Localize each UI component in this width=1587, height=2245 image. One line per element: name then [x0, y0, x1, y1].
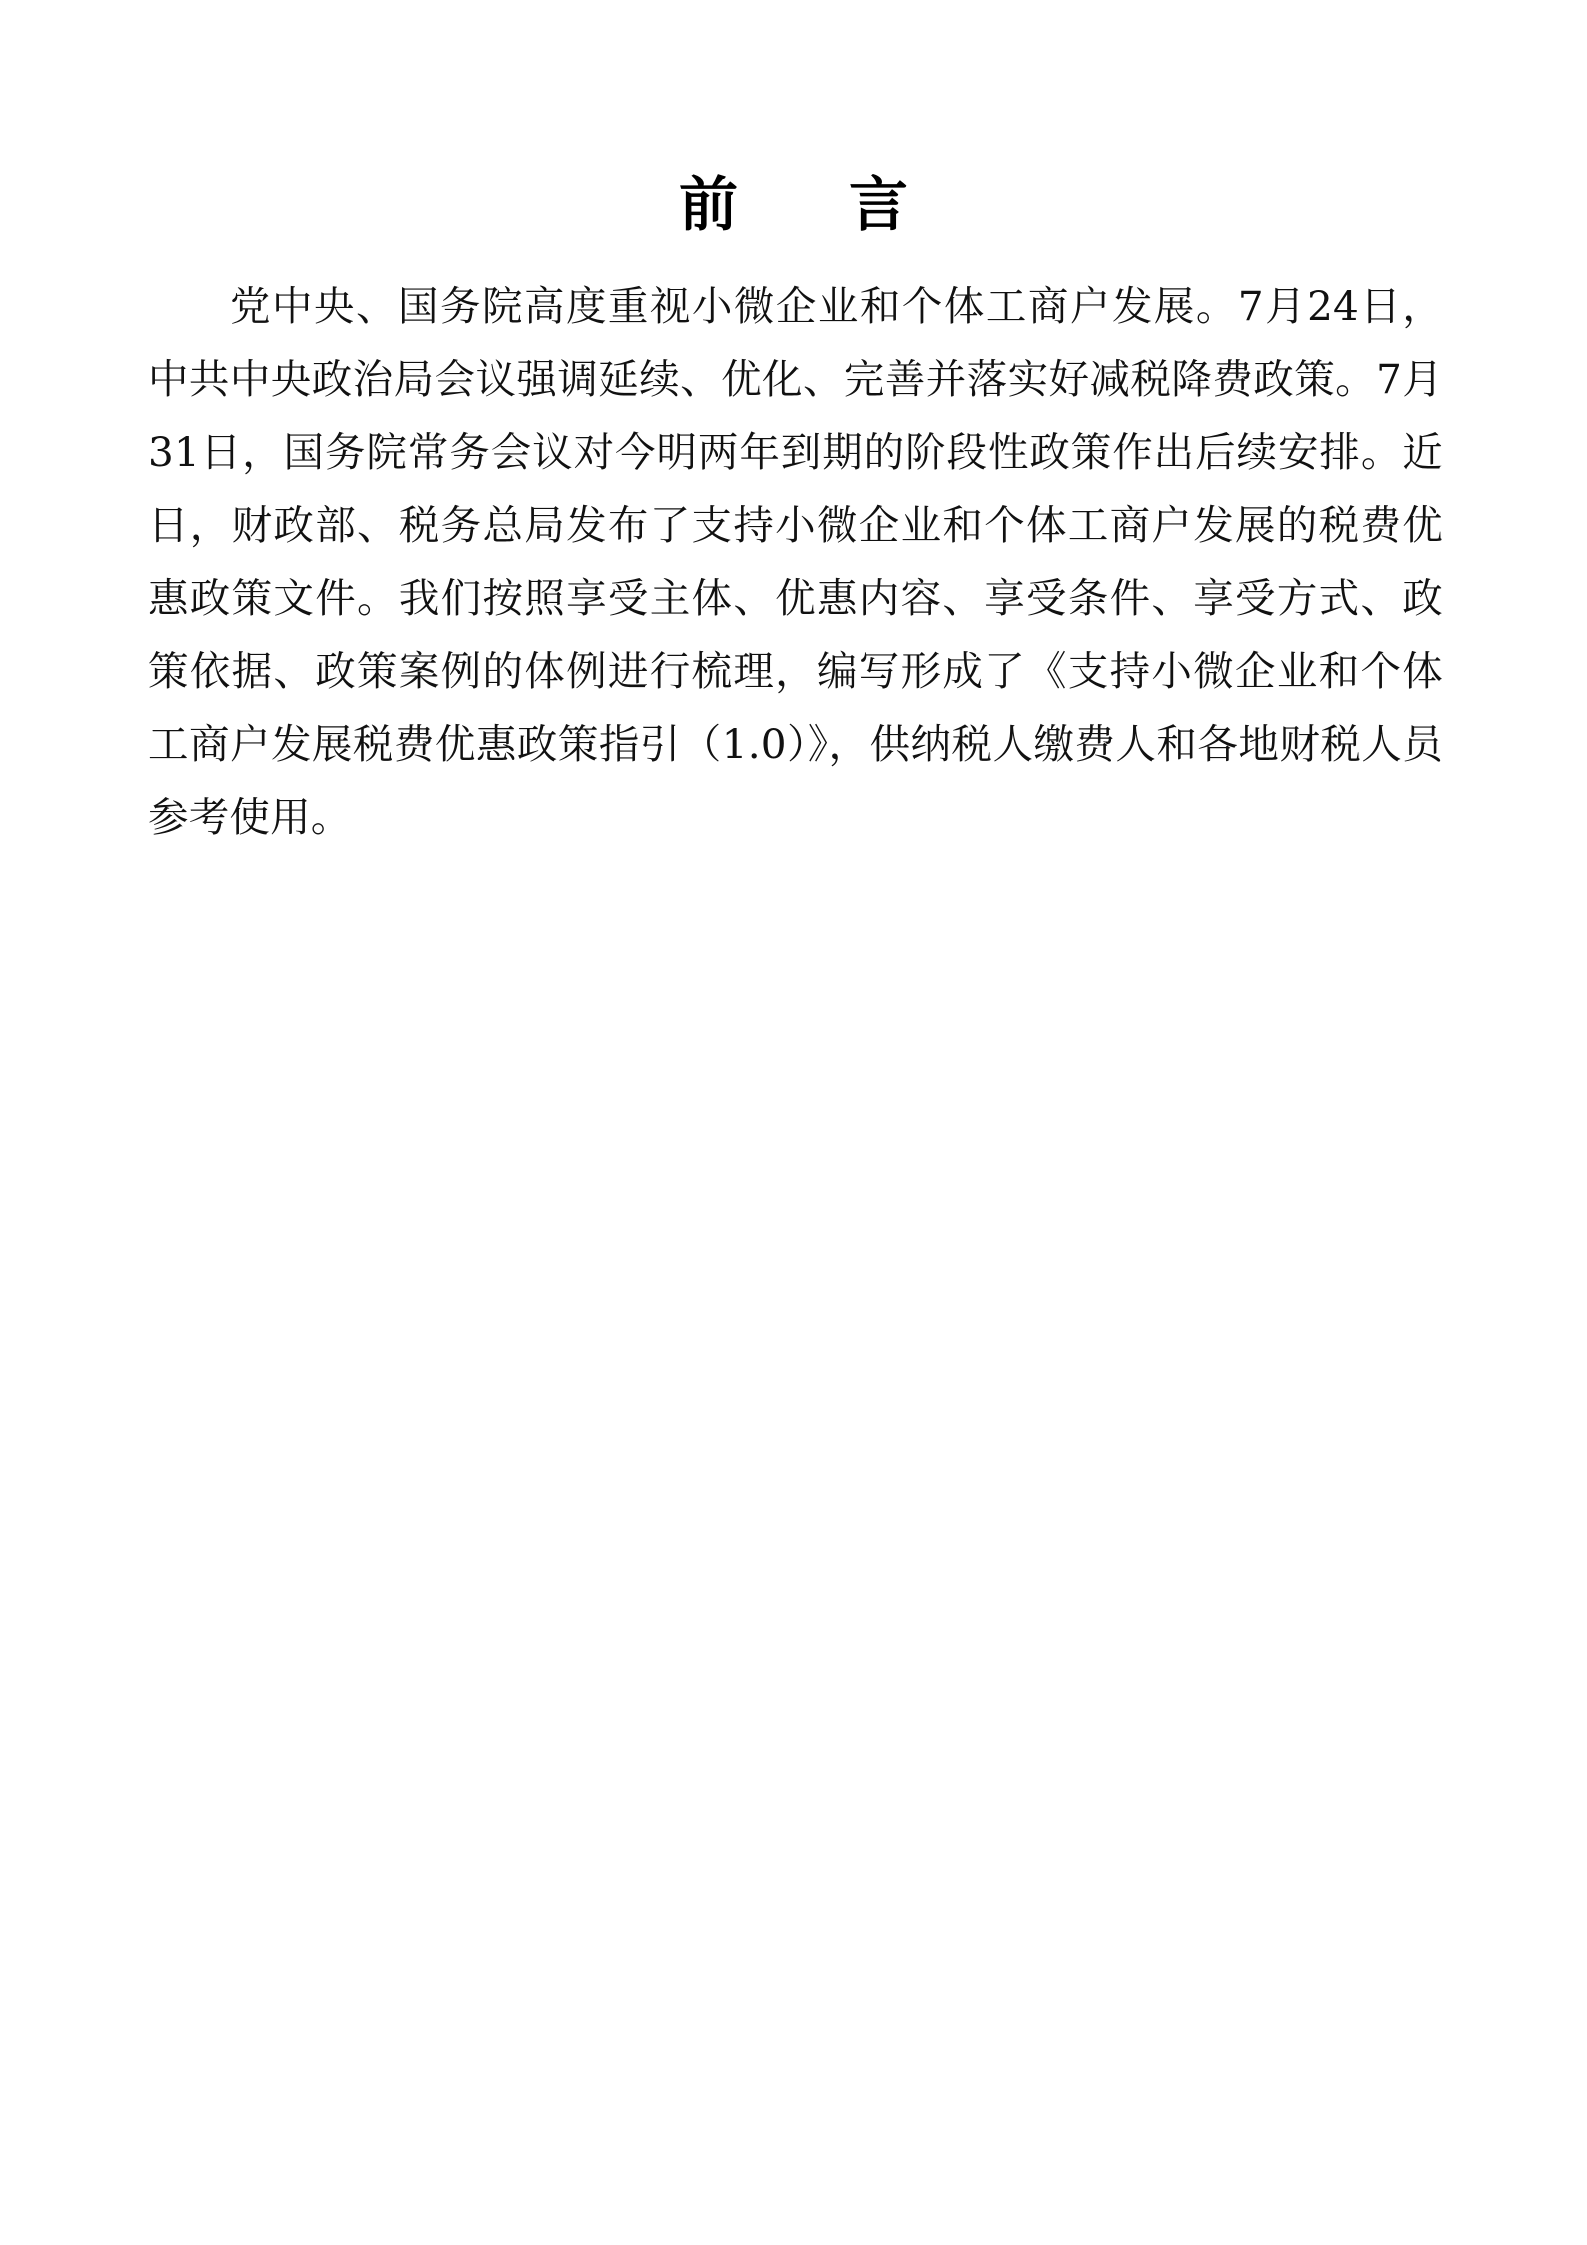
document-body: [148, 270, 1443, 854]
page-title: 前 言: [678, 169, 934, 239]
body-paragraph: 党中央、国务院高度重视小微企业和个体工商户发展。7月24日，中共中央政治局会议强调延续、优化、完善并落实好减税降费政策。7月31日，国务院常务会议对今明两年到期的阶段性政策作出后续安排。近日，财政部、税务总局发布了支持小微企业和个体工商户发展的税费优惠政策文件。我们按照享受主体、优惠内容、享受条件、享受方式、政策依据、政策案例的体例进行梳理，编写形成了《支持小微企业和个体工商户发展税费优惠政策指引（1.0）》，供纳税人缴费人和各地财税人员参考使用。: [148, 282, 1443, 841]
